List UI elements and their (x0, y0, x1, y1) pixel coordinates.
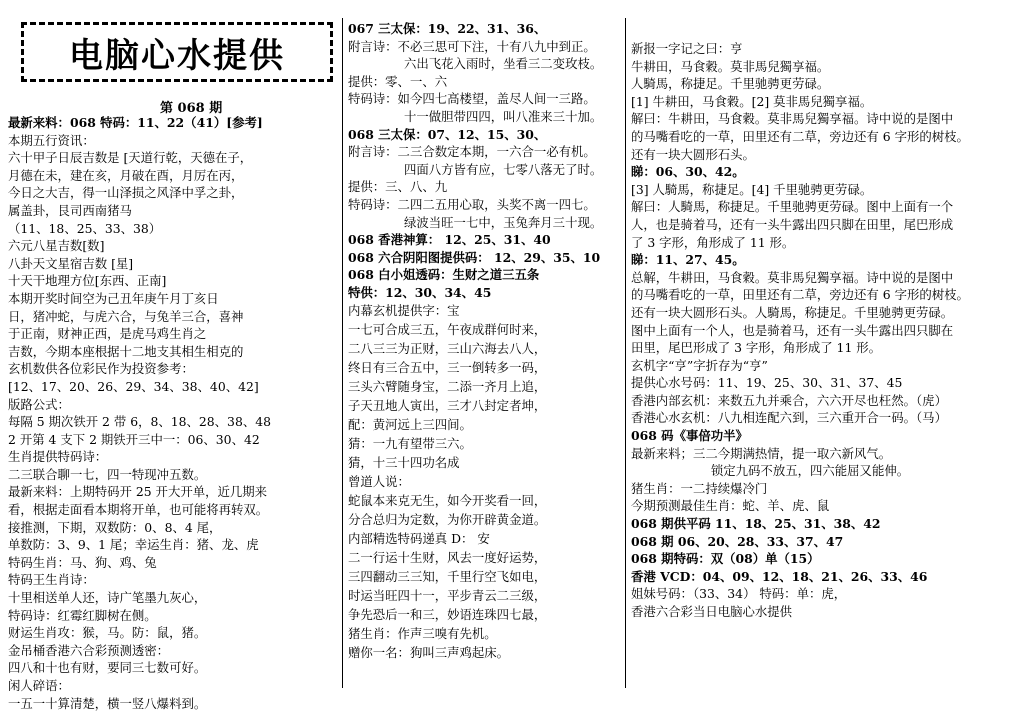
col3-line: 香港六合彩当日电脑心水提供 (631, 604, 793, 619)
col1-line: 本期五行资讯： (8, 132, 95, 148)
col3-line: 图中上面有一个人，也是骑着马，还有一头牛露出四只脚在 (631, 322, 954, 338)
col2-line: 曾道人说： (348, 473, 410, 489)
col2-line: 十一做胆带四四，叫八准来三十加。 (404, 108, 603, 124)
col3-line: 姐妹号码：（33、34） 特码：单：虎， (631, 586, 847, 602)
col1-line: 特码生肖：马、狗、鸡、兔 (8, 554, 157, 570)
col3-line: 提供心水号码：11、19、25、30、31、37、45 (631, 375, 903, 391)
col1-line: 特码诗：红霉红脚树在侧。 (8, 607, 157, 623)
col1-line: 金吊桶香港六合彩预测透密： (8, 642, 170, 658)
col3-line: 最新来料；三二今期满热情，提一取六新风气。 (631, 445, 892, 461)
column-divider (342, 18, 343, 688)
col2-line: 绿波当旺一七中，玉兔奔月三十现。 (404, 214, 603, 230)
col2-line: 分合总归为定数，为你开辟黄金道。 (348, 511, 547, 527)
col2-line: 067 三太保：19、22、31、36、 (348, 21, 547, 36)
page-title: 电脑心水提供 (69, 35, 285, 76)
col3-line: 人騎馬，称捷足。千里驰骋更劳碌。 (631, 76, 830, 92)
col1-line: 特码王生肖诗： (8, 572, 95, 588)
col3-line: 锁定九码不放五，四六能屈又能伸。 (710, 463, 910, 479)
col1-line: 日，猪冲蛇，与虎六合，与兔羊三合，喜神 (8, 308, 244, 324)
right-column (631, 40, 1019, 621)
col1-line: 八卦天文星宿吉数 [星] (8, 255, 134, 271)
col2-line: 二一行运十生财，风去一度好运势， (348, 549, 547, 565)
col2-line: 子天丑地人寅出，三才八封定者坤， (348, 397, 547, 413)
col2-line: 068 六合阴阳图提供码： 12、29、35、10 (348, 249, 601, 265)
issue-number: 第 068 期 (160, 101, 223, 116)
col1-line: 2 开第 4 支下 2 期铁开三中一：06、30、42 (8, 431, 260, 447)
col2-line: 猜，十三十四功名成 (348, 454, 460, 470)
col3-line: 的马嘴看吃的一草，田里还有二草，旁边还有 6 字形的树枝。 (631, 287, 969, 303)
col1-line: 二三联合聊一七，四一特现冲五数。 (8, 466, 207, 482)
col2-line: 赠你一名：狗叫三声鸡起床。 (348, 644, 510, 660)
col3-line: 人，也是骑着马，还有一头牛露出四只脚在田里，尾巴形成 (631, 216, 954, 232)
col1-line: 每隔 5 期次铁开 2 带 6，8、18、28、38、48 (8, 414, 271, 430)
col2-line: 068 三太保：07、12、15、30、 (348, 126, 547, 142)
col2-line: 三头六臂随身宝，二添一齐月上追， (348, 378, 547, 394)
col2-line: 内幕玄机提供字：宝 (348, 302, 460, 318)
col1-line: 四八和十也有财，要同三七数可好。 (8, 660, 207, 676)
title-box (21, 22, 333, 82)
col3-line: 香港 VCD：04、09、12、18、21、26、33、46 (631, 568, 928, 584)
col1-line: 六十甲子日辰吉数是 [天道行乾，天德在子， (8, 150, 253, 166)
col3-line: 香港心水玄机：八九相连配六到，三六重开合一码。（马） (631, 410, 947, 426)
col1-line: [12、17、20、26、29、34、38、40、42] (8, 378, 259, 394)
col2-line: 猪生肖：作声三嗅有先机。 (348, 625, 497, 641)
col3-line: 068 期特码：双（08）单（15） (631, 551, 820, 567)
col2-line: 特供：12、30、34、45 (348, 284, 492, 300)
col2-line: 六出飞花入雨时，坐看三二变玫枝。 (404, 56, 603, 72)
col1-line: 接推测，下期，双数防：0、8、4 尾， (8, 519, 222, 535)
col1-line: 属盖卦，艮司西南猪马 (8, 202, 132, 218)
col3-line: 还有一块大圆形石头。人騎馬，称捷足。千里驰骋更劳碌。 (631, 304, 954, 320)
col2-line: 配：黄河远上三四间。 (348, 416, 472, 432)
col1-line: 于正南，财神正西，是虎马鸡生肖之 (8, 326, 207, 342)
col2-line: 三四翻动三三知，千里行空飞如电， (348, 568, 547, 584)
col1-line: （11、18、25、33、38） (8, 220, 162, 236)
col1-line: 月德在未，建在亥，月破在酉，月厉在丙， (8, 167, 244, 183)
col3-line: [1] 牛耕田，马食穀。[2] 莫非馬兒獨享福。 (631, 93, 873, 109)
col1-line: 闲人碎语： (8, 678, 70, 693)
col2-line: 提供：三、八、九 (348, 179, 448, 195)
col2-line: 猜：一九有望带三六。 (348, 435, 472, 451)
col2-line: 附言诗：不必三思可下注，十有八九中到正。 (348, 38, 596, 54)
col2-line: 争先恐后一和三，妙语连珠四七最， (348, 606, 547, 622)
col1-line: 单数防：3、9、1 尾；幸运生肖：猪、龙、虎 (8, 537, 259, 553)
col2-line: 四面八方皆有应，七零八落无了时。 (404, 161, 603, 177)
col1-line: 版路公式： (8, 396, 70, 412)
col3-line: 新报一字记之曰：亨 (631, 41, 743, 56)
col1-line: 六元八星吉数[数] (8, 238, 105, 254)
col3-line: 田里，尾巴形成了 3 字形，角形成了 11 形。 (631, 340, 882, 356)
col3-line: 睇：11、27、45。 (631, 252, 745, 268)
col3-line: 了 3 字形，角形成了 11 形。 (631, 234, 795, 250)
col1-line: 一五一十算清楚，横一竖八爆料到。 (8, 695, 207, 711)
col2-line: 068 香港神算： 12、25、31、40 (348, 232, 551, 248)
col3-line: 今期预测最佳生肖：蛇、羊、虎、鼠 (631, 498, 830, 514)
col3-line: 还有一块大圆形石头。 (631, 146, 755, 162)
col2-line: 蛇鼠本来克无生，如今开奖看一回， (348, 492, 547, 508)
col2-line: 特码诗：二四二五用心取，头奖不离一四七。 (348, 196, 596, 212)
col3-line: 猪生肖：一二持续爆冷门 (631, 480, 768, 496)
col2-line: 068 白小姐透码：生财之道三五条 (348, 267, 540, 283)
col2-line: 二八三三为正财，三山六海去八人， (348, 340, 547, 356)
col2-line: 提供：零、一、六 (348, 73, 448, 89)
col1-line: 本期开奖时间空为己丑年庚午月丁亥日 (8, 290, 219, 306)
col3-line: [3] 人騎馬，称捷足。[4] 千里驰骋更劳碌。 (631, 181, 873, 197)
col2-line: 特码诗：如今四七高楼望，盖尽人间一三路。 (348, 91, 596, 107)
col1-line: 财运生肖攻：猴，马。防：鼠，猪。 (8, 625, 207, 641)
col1-line: 十里相送单人还，诗广笔墨九灰心， (8, 590, 207, 606)
col2-line: 内部精选特码递真 D： 安 (348, 530, 490, 546)
col2-line: 一七可合成三五，午夜成群何时来， (348, 321, 547, 337)
col2-line: 终日有三合五中，三一倒转多一码， (348, 359, 547, 375)
col3-line: 香港内部玄机：来数五九并乘合，六六开尽也枉然。（虎） (631, 392, 947, 408)
middle-column (348, 20, 620, 663)
col1-line: 吉数，今期本座根据十二地支其相生相克的 (8, 343, 244, 359)
col1-line: 最新来料：068 特码：11、22（41）[参考] (8, 115, 263, 130)
col1-line: 最新来料：上期特码开 25 开大开单，近几期来 (8, 484, 268, 500)
col1-line: 看，根据走面看本期将开单，也可能将再转双。 (8, 502, 269, 518)
column-divider (625, 18, 626, 688)
col1-line: 生肖提供特码诗： (8, 449, 108, 465)
col2-line: 附言诗：二三合数定本期，一六合一必有机。 (348, 144, 596, 160)
col1-line: 今日之大吉，得一山泽损之风泽中孚之卦， (8, 185, 244, 201)
col2-line: 时运当旺四十一，平步青云二三级， (348, 587, 547, 603)
col3-line: 解曰：牛耕田，马食穀。莫非馬兒獨享福。诗中说的是图中 (631, 111, 954, 127)
col3-line: 068 码《事倍功半》 (631, 428, 748, 444)
col3-line: 的马嘴看吃的一草，田里还有二草，旁边还有 6 字形的树枝。 (631, 128, 969, 144)
col1-line: 玄机数供各位彩民作为投资参考： (8, 361, 194, 377)
col3-line: 068 期供平码 11、18、25、31、38、42 (631, 516, 881, 532)
col3-line: 牛耕田，马食穀。莫非馬兒獨享福。 (631, 58, 830, 74)
col1-line: 十天干地理方位[东西、正南] (8, 273, 167, 289)
col3-line: 玄机字“亨”字折存为“亨” (631, 357, 768, 373)
col3-line: 总解，牛耕田，马食穀。莫非馬兒獨享福。诗中说的是图中 (631, 269, 954, 285)
col3-line: 解曰：人騎馬，称捷足。千里驰骋更劳碌。图中上面有一个 (631, 199, 954, 215)
left-column (8, 114, 338, 712)
col3-line: 睇：06、30、42。 (631, 164, 745, 180)
col3-line: 068 期 06、20、28、33、37、47 (631, 533, 844, 549)
